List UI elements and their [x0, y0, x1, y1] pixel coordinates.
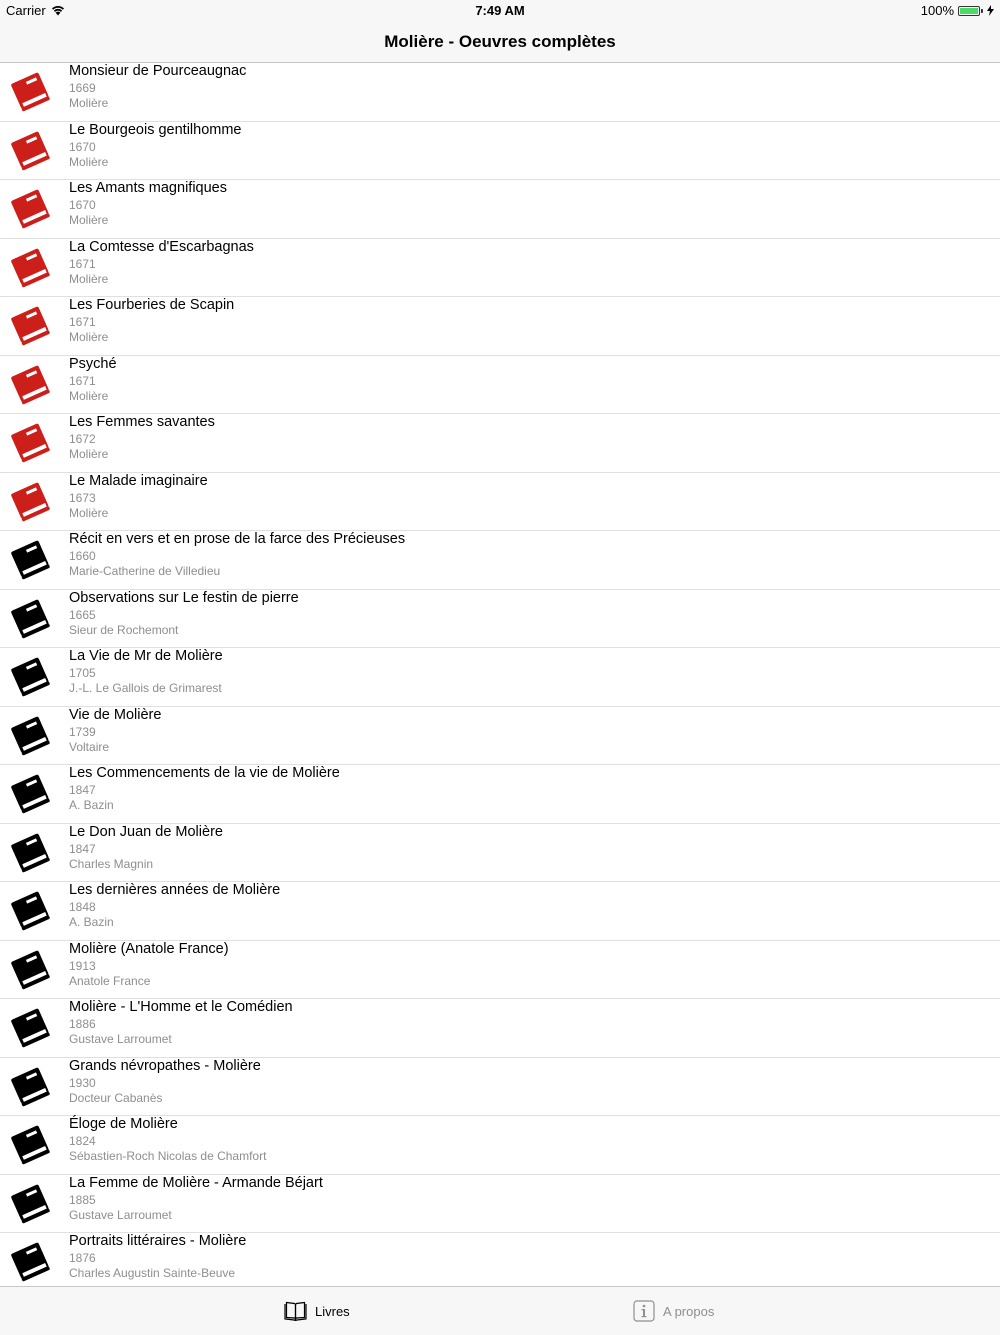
- page-title: Molière - Oeuvres complètes: [384, 32, 616, 51]
- black-book-icon: [8, 655, 52, 697]
- battery-indicator: [921, 3, 994, 18]
- black-book-icon: [8, 1182, 52, 1224]
- book-author: Voltaire: [69, 739, 110, 754]
- open-book-icon: [284, 1301, 307, 1321]
- book-year: 1665: [69, 607, 96, 622]
- red-book-icon: [8, 480, 52, 522]
- book-author: Marie-Catherine de Villedieu: [69, 564, 221, 578]
- tab-a-propos[interactable]: [633, 1287, 714, 1335]
- list-item[interactable]: [0, 1058, 1000, 1117]
- list-item[interactable]: [0, 941, 1000, 1000]
- book-year: 1660: [69, 549, 96, 563]
- book-title: Molière (Anatole France): [69, 940, 229, 957]
- book-author: Molière: [69, 505, 109, 520]
- battery-icon: [958, 6, 980, 16]
- list-item[interactable]: [0, 414, 1000, 473]
- list-item[interactable]: [0, 882, 1000, 941]
- book-title: Observations sur Le festin de pierre: [69, 589, 299, 606]
- carrier-indicator: [6, 3, 65, 18]
- list-item[interactable]: [0, 590, 1000, 649]
- red-book-icon: [8, 421, 52, 463]
- book-author: Molière: [69, 213, 109, 227]
- book-title: La Femme de Molière - Armande Béjart: [69, 1174, 323, 1191]
- book-title: Le Don Juan de Molière: [69, 823, 223, 840]
- book-year: 1671: [69, 315, 96, 329]
- book-author: Gustave Larroumet: [69, 1207, 172, 1222]
- red-book-icon: [8, 304, 52, 346]
- book-author: Anatole France: [69, 973, 151, 988]
- book-author: Gustave Larroumet: [69, 1032, 172, 1046]
- black-book-icon: [8, 948, 52, 990]
- book-year: 1876: [69, 1251, 96, 1265]
- book-title: Molière - L'Homme et le Comédien: [69, 999, 293, 1015]
- list-item[interactable]: [0, 765, 1000, 824]
- status-bar: [0, 0, 1000, 22]
- red-book-icon: [8, 187, 52, 229]
- book-year: 1673: [69, 490, 96, 505]
- book-title: Le Malade imaginaire: [69, 472, 208, 489]
- book-list[interactable]: [0, 63, 1000, 1286]
- tab-bar: [0, 1286, 1000, 1335]
- book-year: 1672: [69, 432, 96, 446]
- book-year: 1885: [69, 1192, 96, 1207]
- black-book-icon: [8, 772, 52, 814]
- black-book-icon: [8, 597, 52, 639]
- book-author: Molière: [69, 388, 109, 403]
- charging-bolt-icon: [987, 5, 994, 16]
- book-title: Les dernières années de Molière: [69, 882, 281, 898]
- wifi-icon: [51, 5, 65, 16]
- list-item[interactable]: [0, 1233, 1000, 1286]
- book-year: 1739: [69, 724, 96, 739]
- book-year: 1670: [69, 139, 96, 154]
- black-book-icon: [8, 538, 52, 580]
- book-title: Les Fourberies de Scapin: [69, 297, 235, 313]
- list-item[interactable]: [0, 297, 1000, 356]
- book-author: Molière: [69, 96, 109, 110]
- list-item[interactable]: [0, 180, 1000, 239]
- book-title: Le Bourgeois gentilhomme: [69, 121, 242, 138]
- book-author: Molière: [69, 271, 109, 286]
- navigation-bar: [0, 22, 1000, 63]
- book-author: Charles Magnin: [69, 856, 154, 871]
- tab-livres[interactable]: [284, 1287, 350, 1335]
- tab-livres-label: Livres: [315, 1303, 350, 1319]
- book-author: Sébastien-Roch Nicolas de Chamfort: [69, 1149, 267, 1163]
- list-item[interactable]: [0, 63, 1000, 122]
- book-year: 1930: [69, 1075, 96, 1090]
- book-year: 1847: [69, 841, 96, 856]
- black-book-icon: [8, 889, 52, 931]
- book-title: Grands névropathes - Molière: [69, 1057, 261, 1074]
- book-title: Vie de Molière: [69, 706, 162, 723]
- book-year: 1847: [69, 783, 96, 797]
- book-author: J.-L. Le Gallois de Grimarest: [69, 681, 222, 695]
- list-item[interactable]: [0, 122, 1000, 181]
- book-author: Docteur Cabanès: [69, 1090, 163, 1105]
- book-title: Récit en vers et en prose de la farce des Précieuses: [69, 531, 406, 547]
- book-title: Portraits littéraires - Molière: [69, 1233, 247, 1249]
- black-book-icon: [8, 831, 52, 873]
- list-item[interactable]: [0, 707, 1000, 766]
- list-item[interactable]: [0, 824, 1000, 883]
- list-item[interactable]: [0, 239, 1000, 298]
- book-title: Les Amants magnifiques: [69, 180, 227, 196]
- black-book-icon: [8, 1065, 52, 1107]
- book-year: 1886: [69, 1017, 96, 1031]
- book-year: 1848: [69, 900, 96, 914]
- list-item[interactable]: [0, 473, 1000, 532]
- book-year: 1671: [69, 256, 96, 271]
- book-author: Sieur de Rochemont: [69, 622, 179, 637]
- list-item[interactable]: [0, 1175, 1000, 1234]
- info-icon: [633, 1300, 655, 1322]
- book-title: La Comtesse d'Escarbagnas: [69, 238, 254, 255]
- book-author: A. Bazin: [69, 915, 114, 929]
- book-title: Éloge de Molière: [69, 1116, 178, 1132]
- book-title: Monsieur de Pourceaugnac: [69, 63, 247, 79]
- list-item[interactable]: [0, 648, 1000, 707]
- book-year: 1705: [69, 666, 96, 680]
- red-book-icon: [8, 246, 52, 288]
- book-year: 1824: [69, 1134, 96, 1148]
- book-title: La Vie de Mr de Molière: [69, 648, 223, 664]
- tab-a-propos-label: A propos: [663, 1303, 715, 1319]
- list-item[interactable]: [0, 356, 1000, 415]
- book-year: 1669: [69, 81, 96, 95]
- red-book-icon: [8, 363, 52, 405]
- book-author: Molière: [69, 447, 109, 461]
- black-book-icon: [8, 1123, 52, 1165]
- red-book-icon: [8, 70, 52, 112]
- black-book-icon: [8, 714, 52, 756]
- book-year: 1671: [69, 373, 96, 388]
- battery-percent: 100%: [920, 3, 954, 18]
- book-author: Charles Augustin Sainte-Beuve: [69, 1266, 236, 1280]
- book-title: Psyché: [69, 355, 117, 372]
- red-book-icon: [8, 129, 52, 171]
- black-book-icon: [8, 1240, 52, 1282]
- black-book-icon: [8, 1006, 52, 1048]
- book-year: 1670: [69, 198, 96, 212]
- book-author: Molière: [69, 330, 109, 344]
- list-item[interactable]: [0, 531, 1000, 590]
- book-title: Les Femmes savantes: [69, 414, 215, 430]
- book-year: 1913: [69, 958, 96, 973]
- carrier-label: Carrier: [6, 3, 46, 18]
- book-title: Les Commencements de la vie de Molière: [69, 765, 340, 781]
- clock: 7:49 AM: [475, 3, 525, 18]
- list-item[interactable]: [0, 999, 1000, 1058]
- book-author: Molière: [69, 154, 109, 169]
- book-author: A. Bazin: [69, 798, 114, 812]
- list-item[interactable]: [0, 1116, 1000, 1175]
